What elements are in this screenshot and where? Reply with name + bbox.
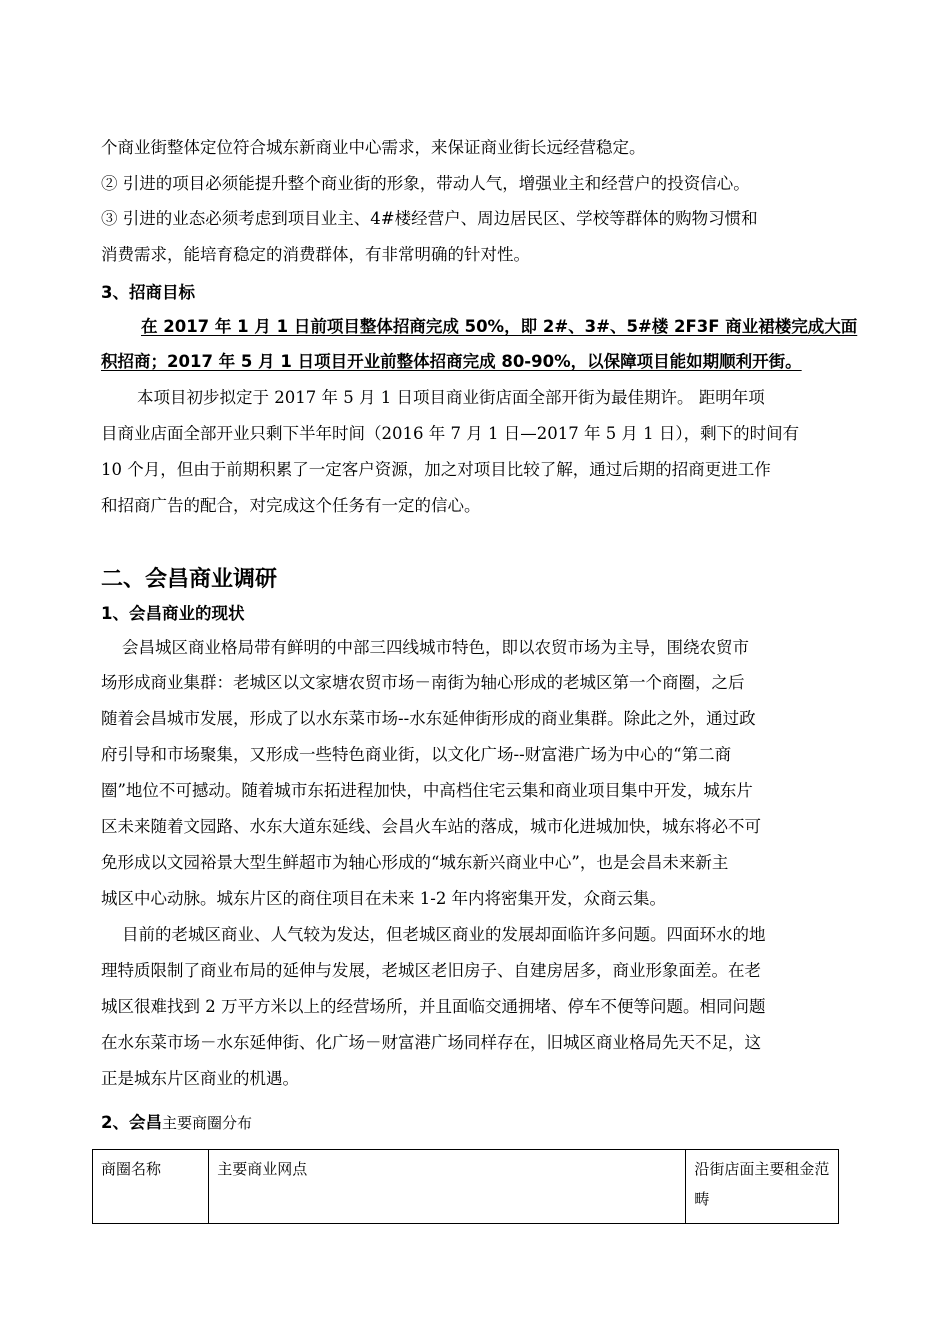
body-text-line: ② 引进的项目必须能提升整个商业街的形象，带动人气，增强业主和经营户的投资信心。 (101, 174, 750, 193)
target-text-line: 在 2017 年 1 月 1 日前项目整体招商完成 50%，即 2#、3#、5#楼 2F3F 商业裙楼完成大面 (141, 317, 858, 336)
section-heading-districts (101, 1109, 252, 1133)
table-header-row (93, 1150, 839, 1224)
body-text-line: 本项目初步拟定于 2017 年 5 月 1 日项目商业街店面全部开街为最佳期许。 距明年项 (137, 388, 765, 407)
table-header-cell: 沿街店面主要租金范畴 (686, 1150, 839, 1224)
body-text-line: 10 个月，但由于前期积累了一定客户资源，加之对项目比较了解，通过后期的招商更进工作 (101, 460, 771, 479)
table-header-cell: 商圈名称 (93, 1150, 209, 1224)
body-text-line: 目商业店面全部开业只剩下半年时间（2016 年 7 月 1 日—2017 年 5 月 1 日），剩下的时间有 (101, 424, 800, 443)
body-text-line: 理特质限制了商业布局的延伸与发展，老城区老旧房子、自建房居多，商业形象面差。在老 (101, 961, 761, 980)
body-text-line: 府引导和市场聚集，又形成一些特色商业街，以文化广场--财富港广场为中心的“第二商 (101, 745, 732, 764)
table-header-cell: 主要商业网点 (209, 1150, 686, 1224)
body-text-line: ③ 引进的业态必须考虑到项目业主、4#楼经营户、周边居民区、学校等群体的购物习惯和 (101, 209, 758, 228)
body-text-line: 圈”地位不可撼动。随着城市东拓进程加快，中高档住宅云集和商业项目集中开发，城东片 (101, 781, 753, 800)
body-text-line: 和招商广告的配合，对完成这个任务有一定的信心。 (101, 496, 481, 515)
body-text-line: 免形成以文园裕景大型生鲜超市为轴心形成的“城东新兴商业中心”，也是会昌未来新主 (101, 853, 729, 872)
body-text-line: 消费需求，能培育稳定的消费群体，有非常明确的针对性。 (101, 245, 530, 264)
body-text-line: 正是城东片区商业的机遇。 (101, 1069, 299, 1088)
body-text-line: 城区中心动脉。城东片区的商住项目在未来 1-2 年内将密集开发，众商云集。 (101, 889, 667, 908)
section-heading-districts-bold: 2、会昌 (101, 1113, 162, 1132)
districts-table (92, 1149, 839, 1224)
chapter-heading: 二、会昌商业调研 (101, 567, 278, 592)
section-heading-status: 1、会昌商业的现状 (101, 604, 245, 623)
target-text-line: 积招商；2017 年 5 月 1 日项目开业前整体招商完成 80-90%，以保障项目能如期顺利开街。 (101, 352, 802, 371)
body-text-line: 会昌城区商业格局带有鲜明的中部三四线城市特色，即以农贸市场为主导，围绕农贸市 (122, 638, 749, 657)
body-text-line: 目前的老城区商业、人气较为发达，但老城区商业的发展却面临许多问题。四面环水的地 (122, 925, 766, 944)
body-text-line: 在水东菜市场－水东延伸街、化广场－财富港广场同样存在，旧城区商业格局先天不足，这 (101, 1033, 761, 1052)
section-heading-districts-rest: 主要商圈分布 (161, 1114, 252, 1132)
body-text-line: 城区很难找到 2 万平方米以上的经营场所，并且面临交通拥堵、停车不便等问题。相同问题 (101, 997, 766, 1016)
body-text-line: 随着会昌城市发展，形成了以水东菜市场--水东延伸街形成的商业集群。除此之外，通过政 (101, 709, 756, 728)
section-heading-recruitment-target: 3、招商目标 (101, 283, 195, 302)
body-text-line: 区未来随着文园路、水东大道东延线、会昌火车站的落成，城市化进城加快，城东将必不可 (101, 817, 761, 836)
body-text-line: 个商业街整体定位符合城东新商业中心需求，来保证商业街长远经营稳定。 (101, 138, 646, 157)
body-text-line: 场形成商业集群：老城区以文家塘农贸市场－南街为轴心形成的老城区第一个商圈，之后 (101, 673, 745, 692)
